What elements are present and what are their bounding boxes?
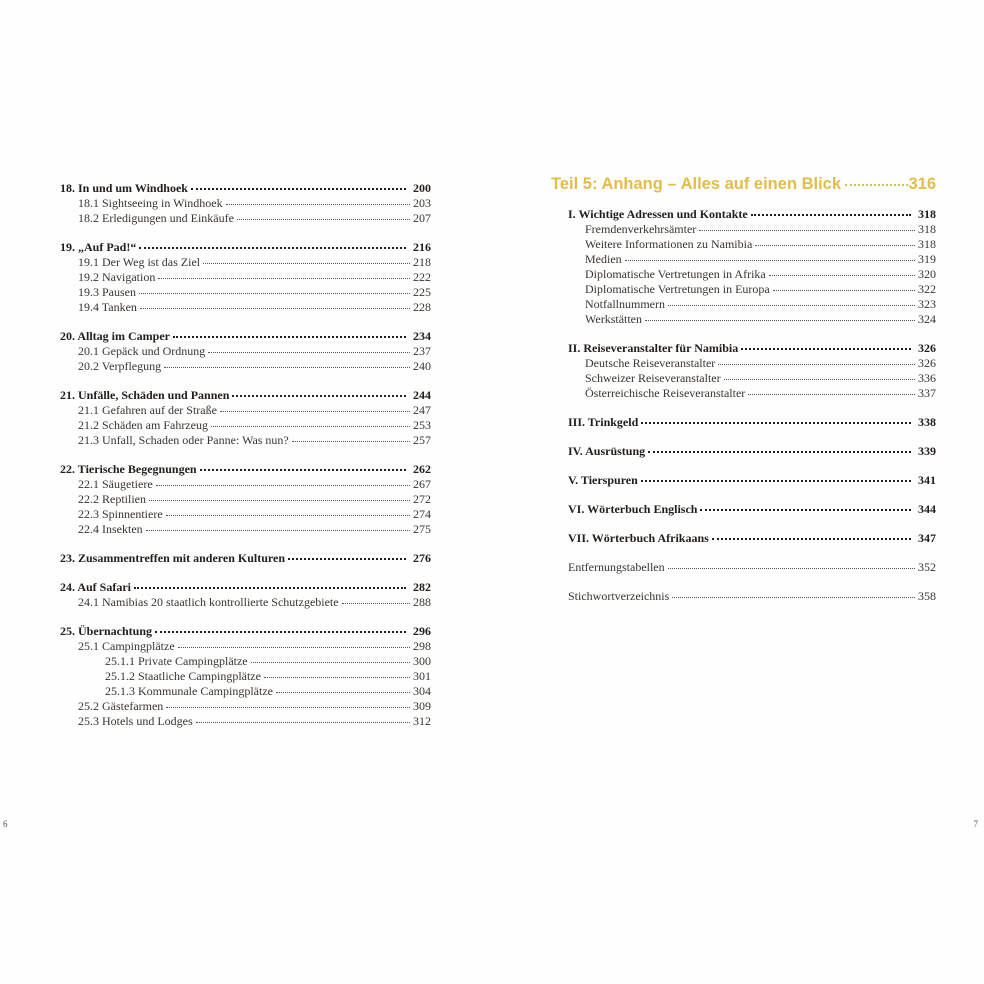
toc-entry-page: 267 xyxy=(413,477,431,491)
toc-entry-page: 319 xyxy=(918,252,936,266)
leader-dots xyxy=(751,214,911,216)
leader-dots xyxy=(139,247,406,249)
toc-entry xyxy=(551,386,936,401)
toc-entry-page: 352 xyxy=(918,560,936,574)
leader-dots xyxy=(748,394,915,395)
toc-entry xyxy=(60,403,431,418)
toc-entry xyxy=(60,699,431,714)
toc-entry-label: 24.1 Namibias 20 staatlich kontrollierte Schutzgebiete xyxy=(78,595,339,609)
toc-group xyxy=(60,580,431,610)
toc-entry-label: 25.1.1 Private Campingplätze xyxy=(105,654,248,668)
toc-entry-label: Medien xyxy=(585,252,622,266)
toc-entry-page: 276 xyxy=(413,551,431,565)
toc-entry-label: 25. Übernachtung xyxy=(60,624,153,638)
toc-right-page xyxy=(551,174,936,604)
toc-entry-page: 274 xyxy=(413,507,431,521)
toc-entry-label: Schweizer Reiseveranstalter xyxy=(585,371,721,385)
toc-entry-label: 25.1.3 Kommunale Campingplätze xyxy=(105,684,273,698)
toc-entry-page: 323 xyxy=(918,297,936,311)
part-heading-row xyxy=(551,174,936,194)
toc-entry-label: Diplomatische Vertretungen in Europa xyxy=(585,282,770,296)
leader-dots xyxy=(208,352,410,353)
toc-entry-label: 21. Unfälle, Schäden und Pannen xyxy=(60,388,230,402)
toc-group xyxy=(551,415,936,430)
toc-entry xyxy=(551,237,936,252)
leader-dots xyxy=(641,480,911,482)
toc-entry-label: 25.1 Campingplätze xyxy=(78,639,175,653)
leader-dots xyxy=(149,500,410,501)
toc-entry-page: 200 xyxy=(413,181,431,195)
toc-entry xyxy=(60,211,431,226)
toc-entry xyxy=(551,502,936,517)
leader-dots xyxy=(672,597,915,598)
toc-entry xyxy=(60,654,431,669)
toc-entry-page: 272 xyxy=(413,492,431,506)
leader-dots xyxy=(226,204,410,205)
toc-entry-label: III. Trinkgeld xyxy=(568,415,639,429)
leader-dots xyxy=(645,320,915,321)
toc-entry-label: Werkstätten xyxy=(585,312,643,326)
toc-entry-label: 22. Tierische Begegnungen xyxy=(60,462,197,476)
toc-entry-label: Diplomatische Vertretungen in Afrika xyxy=(585,267,766,281)
toc-entry xyxy=(551,589,936,604)
toc-entry-label: VI. Wörterbuch Englisch xyxy=(568,502,698,516)
toc-entry-page: 318 xyxy=(918,237,936,251)
toc-entry xyxy=(60,344,431,359)
toc-entry-label: 22.2 Reptilien xyxy=(78,492,146,506)
toc-entry-label: 18. In und um Windhoek xyxy=(60,181,188,195)
leader-dots xyxy=(276,692,410,693)
toc-entry-label: VII. Wörterbuch Afrikaans xyxy=(568,531,709,545)
leader-dots xyxy=(342,603,410,604)
toc-entry xyxy=(551,371,936,386)
toc-group xyxy=(60,181,431,226)
leader-dots xyxy=(166,707,410,708)
toc-entry xyxy=(60,580,431,595)
toc-entry-page: 309 xyxy=(413,699,431,713)
leader-dots xyxy=(641,422,911,424)
leader-dots xyxy=(164,367,410,368)
leader-dots xyxy=(668,305,915,306)
toc-entry-label: I. Wichtige Adressen und Kontakte xyxy=(568,207,748,221)
toc-entry xyxy=(551,356,936,371)
toc-entry xyxy=(60,240,431,255)
toc-entry-page: 222 xyxy=(413,270,431,284)
toc-entry-page: 312 xyxy=(413,714,431,728)
toc-entry xyxy=(60,492,431,507)
toc-entry-label: Stichwortverzeichnis xyxy=(568,589,670,603)
leader-dots xyxy=(668,568,915,569)
toc-entry xyxy=(551,560,936,575)
leader-dots xyxy=(288,558,406,560)
toc-entry-page: 336 xyxy=(918,371,936,385)
toc-entry-label: Weitere Informationen zu Namibia xyxy=(585,237,753,251)
toc-entry-page: 234 xyxy=(413,329,431,343)
leader-dots xyxy=(769,275,915,276)
toc-entry-label: 25.2 Gästefarmen xyxy=(78,699,164,713)
toc-entry-page: 341 xyxy=(918,473,936,487)
toc-entry-page: 326 xyxy=(918,356,936,370)
leader-dots xyxy=(140,308,410,309)
toc-entry-label: IV. Ausrüstung xyxy=(568,444,646,458)
toc-entry-label: 25.3 Hotels und Lodges xyxy=(78,714,193,728)
leader-dots xyxy=(211,426,410,427)
toc-entry-label: Deutsche Reiseveranstalter xyxy=(585,356,716,370)
leader-dots xyxy=(203,263,410,264)
toc-entry-label: 18.1 Sightseeing in Windhoek xyxy=(78,196,223,210)
leader-dots xyxy=(200,469,406,471)
toc-entry xyxy=(551,282,936,297)
toc-entry-label: Notfallnummern xyxy=(585,297,665,311)
toc-entry xyxy=(551,473,936,488)
toc-entry-page: 228 xyxy=(413,300,431,314)
toc-group xyxy=(551,531,936,546)
toc-entry xyxy=(551,531,936,546)
toc-entry-page: 244 xyxy=(413,388,431,402)
toc-entry xyxy=(60,595,431,610)
folio-page-number-right: 7 xyxy=(973,819,978,829)
toc-entry-page: 207 xyxy=(413,211,431,225)
toc-entry xyxy=(60,684,431,699)
toc-entry xyxy=(60,255,431,270)
toc-group xyxy=(551,207,936,327)
toc-entry xyxy=(551,341,936,356)
toc-entry-page: 240 xyxy=(413,359,431,373)
toc-entry-page: 337 xyxy=(918,386,936,400)
toc-entry-page: 253 xyxy=(413,418,431,432)
leader-dots xyxy=(237,219,410,220)
toc-entry-label: 23. Zusammentreffen mit anderen Kulturen xyxy=(60,551,285,565)
toc-group xyxy=(551,444,936,459)
toc-entry-page: 338 xyxy=(918,415,936,429)
toc-entry-label: 24. Auf Safari xyxy=(60,580,132,594)
toc-entry xyxy=(60,477,431,492)
toc-entry-page: 247 xyxy=(413,403,431,417)
toc-entry-page: 358 xyxy=(918,589,936,603)
leader-dots xyxy=(220,411,410,412)
leader-dots xyxy=(648,451,911,453)
toc-entry-label: Entfernungstabellen xyxy=(568,560,665,574)
part-heading-page: 316 xyxy=(908,175,936,193)
toc-entry-label: Fremdenverkehrsämter xyxy=(585,222,697,236)
toc-entry xyxy=(551,207,936,222)
toc-entry xyxy=(60,196,431,211)
toc-entry xyxy=(60,388,431,403)
leader-dots xyxy=(134,587,406,589)
toc-entry-page: 318 xyxy=(918,207,936,221)
toc-entry-label: V. Tierspuren xyxy=(568,473,638,487)
leader-dots xyxy=(264,677,410,678)
toc-entry-page: 225 xyxy=(413,285,431,299)
toc-entry xyxy=(60,300,431,315)
toc-entry-label: 19. „Auf Pad!“ xyxy=(60,240,137,254)
toc-entry-label: 21.1 Gefahren auf der Straße xyxy=(78,403,217,417)
toc-entry-page: 275 xyxy=(413,522,431,536)
toc-entry-page: 322 xyxy=(918,282,936,296)
toc-entry-page: 262 xyxy=(413,462,431,476)
toc-entry-page: 296 xyxy=(413,624,431,638)
toc-entry-page: 301 xyxy=(413,669,431,683)
toc-entry-page: 216 xyxy=(413,240,431,254)
toc-entry-label: 20.1 Gepäck und Ordnung xyxy=(78,344,206,358)
toc-group xyxy=(60,329,431,374)
toc-entry-label: 22.1 Säugetiere xyxy=(78,477,153,491)
toc-entry-label: 19.3 Pausen xyxy=(78,285,136,299)
toc-right-groups xyxy=(551,207,936,604)
toc-group xyxy=(551,502,936,517)
leader-dots xyxy=(724,379,915,380)
toc-entry-page: 320 xyxy=(918,267,936,281)
toc-entry xyxy=(60,270,431,285)
leader-dots xyxy=(773,290,915,291)
toc-entry xyxy=(551,415,936,430)
toc-entry xyxy=(60,462,431,477)
toc-entry-page: 326 xyxy=(918,341,936,355)
toc-entry-label: 19.4 Tanken xyxy=(78,300,137,314)
toc-entry-page: 339 xyxy=(918,444,936,458)
toc-entry-page: 298 xyxy=(413,639,431,653)
toc-entry xyxy=(60,639,431,654)
leader-dots xyxy=(292,441,410,442)
toc-entry-page: 300 xyxy=(413,654,431,668)
toc-entry xyxy=(60,329,431,344)
toc-group xyxy=(60,462,431,537)
toc-entry xyxy=(60,507,431,522)
toc-entry xyxy=(60,285,431,300)
toc-entry-label: 22.3 Spinnentiere xyxy=(78,507,163,521)
toc-group xyxy=(551,560,936,575)
toc-group xyxy=(551,589,936,604)
toc-left-page xyxy=(60,181,431,729)
toc-entry-label: 20. Alltag im Camper xyxy=(60,329,170,343)
toc-entry xyxy=(60,714,431,729)
toc-entry-label: 19.1 Der Weg ist das Ziel xyxy=(78,255,201,269)
toc-entry-label: 21.2 Schäden am Fahrzeug xyxy=(78,418,208,432)
part-heading-label: Teil 5: Anhang – Alles auf einen Blick xyxy=(551,175,842,193)
toc-entry-label: 18.2 Erledigungen und Einkäufe xyxy=(78,211,234,225)
toc-entry xyxy=(60,181,431,196)
leader-dots xyxy=(625,260,915,261)
leader-dots xyxy=(156,485,410,486)
toc-entry-page: 318 xyxy=(918,222,936,236)
toc-group xyxy=(60,624,431,729)
toc-entry-page: 347 xyxy=(918,531,936,545)
folio-page-number-left: 6 xyxy=(3,819,8,829)
toc-group xyxy=(551,341,936,401)
toc-entry-page: 218 xyxy=(413,255,431,269)
leader-dots xyxy=(712,538,911,540)
leader-dots xyxy=(158,278,410,279)
leader-dots xyxy=(755,245,915,246)
toc-entry xyxy=(60,433,431,448)
toc-entry-page: 288 xyxy=(413,595,431,609)
toc-entry-label: Österreichische Reiseveranstalter xyxy=(585,386,746,400)
toc-entry xyxy=(551,297,936,312)
toc-entry xyxy=(551,267,936,282)
leader-dots xyxy=(191,188,406,190)
toc-entry xyxy=(551,252,936,267)
leader-dots xyxy=(178,647,410,648)
toc-entry xyxy=(60,418,431,433)
leader-dots xyxy=(146,530,410,531)
toc-entry xyxy=(60,624,431,639)
toc-entry-page: 203 xyxy=(413,196,431,210)
toc-entry xyxy=(551,444,936,459)
toc-entry xyxy=(551,312,936,327)
leader-dots xyxy=(196,722,410,723)
leader-dots xyxy=(700,509,911,511)
leader-dots xyxy=(155,631,406,633)
toc-entry-page: 282 xyxy=(413,580,431,594)
toc-entry xyxy=(60,359,431,374)
leader-dots xyxy=(232,395,406,397)
leader-dots xyxy=(251,662,410,663)
toc-entry-page: 257 xyxy=(413,433,431,447)
toc-entry-page: 324 xyxy=(918,312,936,326)
toc-entry-label: 19.2 Navigation xyxy=(78,270,156,284)
leader-dots xyxy=(166,515,410,516)
leader-dots xyxy=(718,364,915,365)
toc-entry xyxy=(551,222,936,237)
leader-dots xyxy=(173,336,406,338)
toc-entry-label: 22.4 Insekten xyxy=(78,522,143,536)
toc-entry-label: 21.3 Unfall, Schaden oder Panne: Was nun? xyxy=(78,433,289,447)
toc-entry-page: 237 xyxy=(413,344,431,358)
leader-dots xyxy=(139,293,410,294)
toc-group xyxy=(551,473,936,488)
toc-entry xyxy=(60,551,431,566)
toc-entry-page: 344 xyxy=(918,502,936,516)
toc-entry-label: 20.2 Verpflegung xyxy=(78,359,162,373)
toc-group xyxy=(60,551,431,566)
toc-entry-label: 25.1.2 Staatliche Campingplätze xyxy=(105,669,261,683)
toc-entry-page: 304 xyxy=(413,684,431,698)
toc-group xyxy=(60,388,431,448)
toc-entry xyxy=(60,669,431,684)
leader-dots xyxy=(699,230,915,231)
leader-dots xyxy=(741,348,911,350)
leader-dots xyxy=(845,184,908,186)
toc-group xyxy=(60,240,431,315)
toc-entry-label: II. Reiseveranstalter für Namibia xyxy=(568,341,739,355)
toc-entry xyxy=(60,522,431,537)
